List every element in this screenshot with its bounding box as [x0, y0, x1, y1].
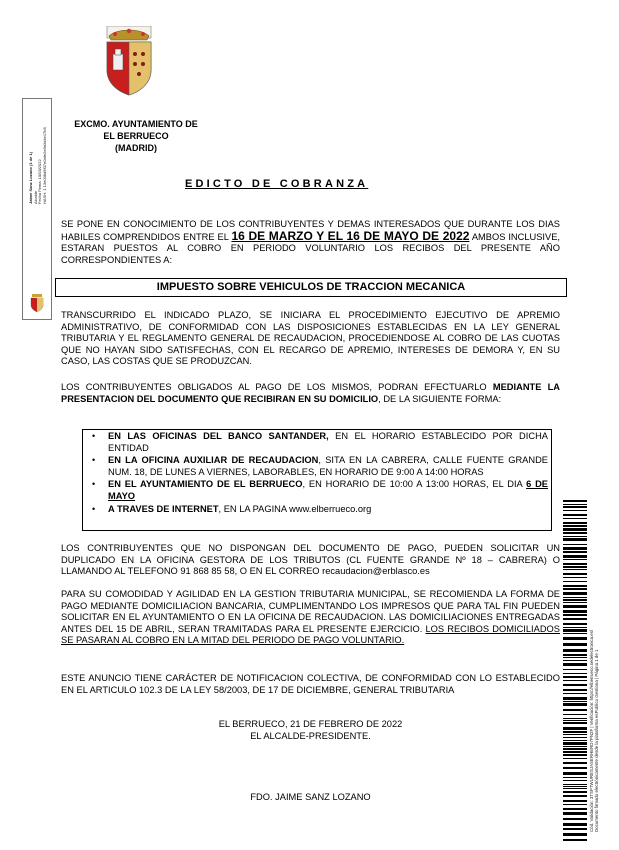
barcode-bar — [563, 569, 587, 570]
barcode-bar — [563, 528, 587, 531]
bullet-icon: • — [92, 503, 96, 514]
barcode-bar — [563, 762, 587, 764]
barcode-bar — [563, 506, 587, 508]
barcode-bar — [563, 588, 587, 590]
barcode-bar — [563, 703, 587, 706]
barcode-bar — [563, 795, 587, 797]
barcode-bar — [563, 536, 587, 537]
barcode-bar — [563, 751, 587, 753]
intro-text-2: AMBOS INCLUSIVE, ESTARAN PUESTOS AL COBRO EN PERIODO VOLUNTARIO LOS RECIBOS DEL PRESENTE AÑO CORRESPONDIENTES A: — [61, 231, 560, 265]
barcode-bar — [563, 627, 587, 628]
barcode-bar — [563, 585, 587, 587]
barcode-bar — [563, 804, 587, 805]
barcode-bar — [563, 731, 587, 733]
barcode-bar — [563, 680, 587, 681]
barcode-bar — [563, 777, 587, 778]
option-date: 6 DE MAYO — [108, 479, 549, 501]
barcode-bar — [563, 559, 587, 560]
barcode-bar — [563, 676, 587, 678]
barcode-bar — [563, 605, 587, 608]
barcode-bar — [563, 633, 587, 634]
barcode-bar — [563, 791, 587, 793]
intro-text-1: SE PONE EN CONOCIMIENTO DE LOS CONTRIBUYENTES Y DEMAS INTERESADOS QUE DURANTE LOS DIAS HABILES COMPRENDIDOS ENTRE EL — [61, 219, 560, 242]
barcode-bar — [563, 758, 587, 759]
duplicate-paragraph — [61, 543, 560, 578]
direct-debit-note: LOS RECIBOS DOMICILIADOS SE PASARAN AL COBRO EN LA MITAD DEL PERIODO DE PAGO VOLUNTARIO. — [61, 623, 560, 646]
barcode-bar — [563, 518, 587, 519]
barcode-bar — [563, 746, 587, 747]
payment-method-paragraph — [61, 382, 560, 405]
barcode-bar — [563, 566, 587, 568]
stamp-line-2: Alcalde — [32, 190, 38, 204]
barcode-bar — [563, 637, 587, 640]
barcode-bar — [563, 551, 587, 553]
barcode-bar — [563, 828, 587, 830]
barcode-bar — [563, 629, 587, 632]
option-text: , SITA EN LA CABRERA, CALLE FUENTE GRANDE NUM. 18, DE LUNES A VIERNES, LABORABLES, EN HORARIO DE 9:00 A 14:00 HORAS — [108, 455, 548, 477]
barcode-bar — [563, 500, 587, 502]
barcode-bar — [563, 689, 587, 691]
issuer-line-3: (MADRID) — [115, 143, 157, 153]
payment-option-office — [83, 455, 551, 478]
barcode-bar — [563, 714, 587, 715]
barcode-bar — [563, 532, 587, 534]
barcode-bar — [563, 786, 587, 787]
municipal-seal-icon — [30, 294, 44, 312]
barcode-bar — [563, 722, 587, 724]
option-text: , EN LA PAGINA www.elberrueco.org — [218, 503, 372, 514]
bullet-icon: • — [92, 431, 96, 441]
barcode-bar — [563, 544, 587, 545]
signature-name: FDO. JAIME SANZ LOZANO — [250, 792, 371, 802]
option-title: EN EL AYUNTAMIENTO DE EL BERRUECO — [108, 479, 303, 490]
barcode-bar — [563, 623, 587, 625]
issuer-header — [56, 118, 216, 154]
barcode-bar — [563, 602, 587, 603]
payment-options-box — [82, 429, 552, 531]
barcode-bar — [563, 742, 587, 745]
barcode-bar — [563, 767, 587, 769]
barcode-bar — [563, 784, 587, 785]
barcode-bar — [563, 833, 587, 836]
barcode-bar — [563, 577, 587, 578]
document-title: EDICTO DE COBRANZA — [185, 178, 369, 190]
enforcement-paragraph: TRANSCURRIDO EL INDICADO PLAZO, SE INICIARA EL PROCEDIMIENTO EJECUTIVO DE APREMIO ADMINISTRATIVO, DE CONFORMIDAD CON LAS DISPOSICIONES ESTABLECIDAS EN LA LEY GENERAL TRIBUTARIA Y EL REGLAMENTO GENERAL DE RECAUDACION, PROCEDIENDOSE AL COBRO DE LAS CUOTAS QUE NO HAYAN SIDO SATISFECHAS, CON EL RECARGO DE APREMIO, INTERESES DE DEMORA Y, EN SU CASO, LAS COSTAS QUE SE PRODUZCAN. — [61, 310, 560, 367]
tax-name-box: IMPUESTO SOBRE VEHICULOS DE TRACCION MECANICA — [55, 278, 567, 297]
payment-option-bank — [83, 431, 551, 454]
barcode-bar — [563, 673, 587, 674]
intro-paragraph — [61, 219, 560, 266]
issuer-line-2: EL BERRUECO — [103, 131, 169, 141]
barcode-bar — [563, 663, 587, 666]
barcode-bar — [563, 709, 587, 711]
barcode-bar — [563, 555, 587, 558]
verification-line-1: Cód. Validación: 3TSPTWURESJASERHERD7PN2F | Verificación: https://elberrueco.sedelectronica.es/ — [589, 629, 594, 832]
barcode-bar — [563, 740, 587, 741]
barcode-bar — [563, 780, 587, 781]
bullet-icon: • — [92, 479, 96, 490]
issuer-line-1: EXCMO. AYUNTAMIENTO DE — [74, 119, 198, 129]
barcode-bar — [563, 525, 587, 527]
payment-text-bold: MEDIANTE LA PRESENTACION DEL DOCUMENTO QUE RECIBIRAN EN SU DOMICILIO — [61, 382, 560, 404]
option-title: A TRAVES DE INTERNET — [108, 503, 219, 514]
barcode-bar — [563, 808, 587, 810]
barcode-bar — [563, 720, 587, 721]
collection-dates: 16 DE MARZO Y EL 16 DE MAYO DE 2022 — [231, 228, 470, 243]
barcode-bar — [563, 737, 587, 738]
barcode-bar — [563, 618, 587, 620]
barcode-bar — [563, 660, 587, 661]
barcode-bar — [563, 657, 587, 658]
barcode-bar — [563, 693, 587, 694]
barcode-bar — [563, 727, 587, 730]
barcode-bar — [563, 812, 587, 815]
option-text: EN EL HORARIO ESTABLECIDO POR DICHA ENTIDAD — [108, 431, 548, 453]
barcode-bar — [563, 788, 587, 789]
barcode-bar — [563, 701, 587, 702]
barcode-bar — [563, 684, 587, 686]
barcode-bar — [563, 772, 587, 775]
barcode-bar — [563, 823, 587, 826]
signature-stamp-text — [29, 127, 47, 204]
stamp-line-1: Jaime Sanz Lozano (1 de 1) — [28, 151, 33, 204]
payment-option-internet — [83, 504, 551, 516]
barcode-bar — [563, 734, 587, 735]
verification-line-2: Documento firmado electrónicamente desde la plataforma esPublico Gestiona | Página 1 de 1 — [594, 649, 600, 832]
barcode-bar — [563, 581, 587, 582]
barcode-bar — [563, 754, 587, 756]
barcode-bar — [563, 649, 587, 652]
barcode-bar — [563, 504, 587, 505]
barcode-bar — [563, 669, 587, 670]
payment-text-2: , DE LA SIGUIENTE FORMA: — [378, 393, 502, 404]
barcode-bar — [563, 592, 587, 595]
option-text: , EN HORARIO DE 10:00 A 13:00 HORAS, EL DIA — [302, 479, 527, 490]
stamp-line-3: Fecha Firma: 10/03/2022 — [37, 159, 43, 204]
barcode-bar — [563, 643, 587, 646]
barcode-bar — [563, 514, 587, 516]
barcode-bar — [563, 748, 587, 750]
barcode-bar — [563, 800, 587, 802]
barcode-bar — [563, 522, 587, 524]
signer-role: EL ALCALDE-PRESIDENTE. — [250, 731, 371, 741]
barcode-bar — [563, 573, 587, 575]
direct-debit-paragraph — [61, 589, 560, 647]
signature-stamp-box — [22, 98, 52, 320]
bullet-icon: • — [92, 455, 96, 466]
option-title: EN LA OFICINA AUXILIAR DE RECAUDACION — [108, 455, 319, 466]
barcode-bar — [563, 538, 587, 541]
barcode-bar — [563, 839, 587, 841]
payment-text-1: LOS CONTRIBUYENTES OBLIGADOS AL PAGO DE LOS MISMOS, PODRAN EFECTUARLO — [61, 382, 493, 392]
barcode-bar — [563, 654, 587, 656]
duplicate-text: LOS CONTRIBUYENTES QUE NO DISPONGAN DEL DOCUMENTO DE PAGO, PUEDEN SOLICITAR UN DUPLICADO EN LA OFICINA GESTORA DE LOS TRIBUTOS (CL FUENTE GRANDE Nº 18 – CABRERA) O LLAMANDO AL TELEFONO 91 868 85 58, O EN EL CORREO — [61, 543, 560, 577]
barcode-bar — [563, 547, 587, 550]
verification-text — [589, 630, 600, 832]
contact-email: recaudacion@erblasco.es — [322, 566, 430, 577]
place-date: EL BERRUECO, 21 DE FEBRERO DE 2022 — [218, 719, 403, 729]
payment-option-town-hall — [83, 479, 551, 502]
barcode-bar — [563, 818, 587, 820]
direct-debit-text: PARA SU COMODIDAD Y AGILIDAD EN LA GESTION TRIBUTARIA MUNICIPAL, SE RECOMIENDA LA FORMA DE PAGO MEDIANTE DOMICILIACION BANCARIA, CUMPLIMENTANDO LOS IMPRESOS QUE PARA TAL FIN PUEDEN SOLICITAR EN EL AYUNTAMIENTO O EN LA OFICINA DE RECAUDACION. LAS DOMICILIACIONES ENTREGADAS ANTES DEL 15 DE ABRIL, SERAN TRAMITADAS PARA EL PRESENTE EJERCICIO. — [61, 589, 560, 634]
barcode-bar — [563, 510, 587, 511]
stamp-line-4: HASH: 1 13e008d9f07e0afe2e8a3d4e17b8 — [41, 127, 47, 204]
barcode-bar — [563, 599, 587, 601]
notification-paragraph: ESTE ANUNCIO TIENE CARÁCTER DE NOTIFICACION COLECTIVA, DE CONFORMIDAD CON LO ESTABLECIDO EN EL ARTICULO 102.3 DE LA LEY 58/2003, DE 17 DE DICIEMBRE, GENERAL TRIBUTARIA — [61, 673, 560, 695]
coat-of-arms-emblem — [103, 26, 155, 96]
option-title: EN LAS OFICINAS DEL BANCO SANTANDER, — [108, 431, 329, 441]
barcode-bar — [563, 614, 587, 616]
barcode-bar — [563, 718, 587, 719]
barcode-bar — [563, 563, 587, 565]
payment-options-list — [83, 431, 551, 515]
barcode-bar — [563, 610, 587, 613]
barcode-bar — [563, 697, 587, 700]
barcode-bar — [563, 597, 587, 598]
